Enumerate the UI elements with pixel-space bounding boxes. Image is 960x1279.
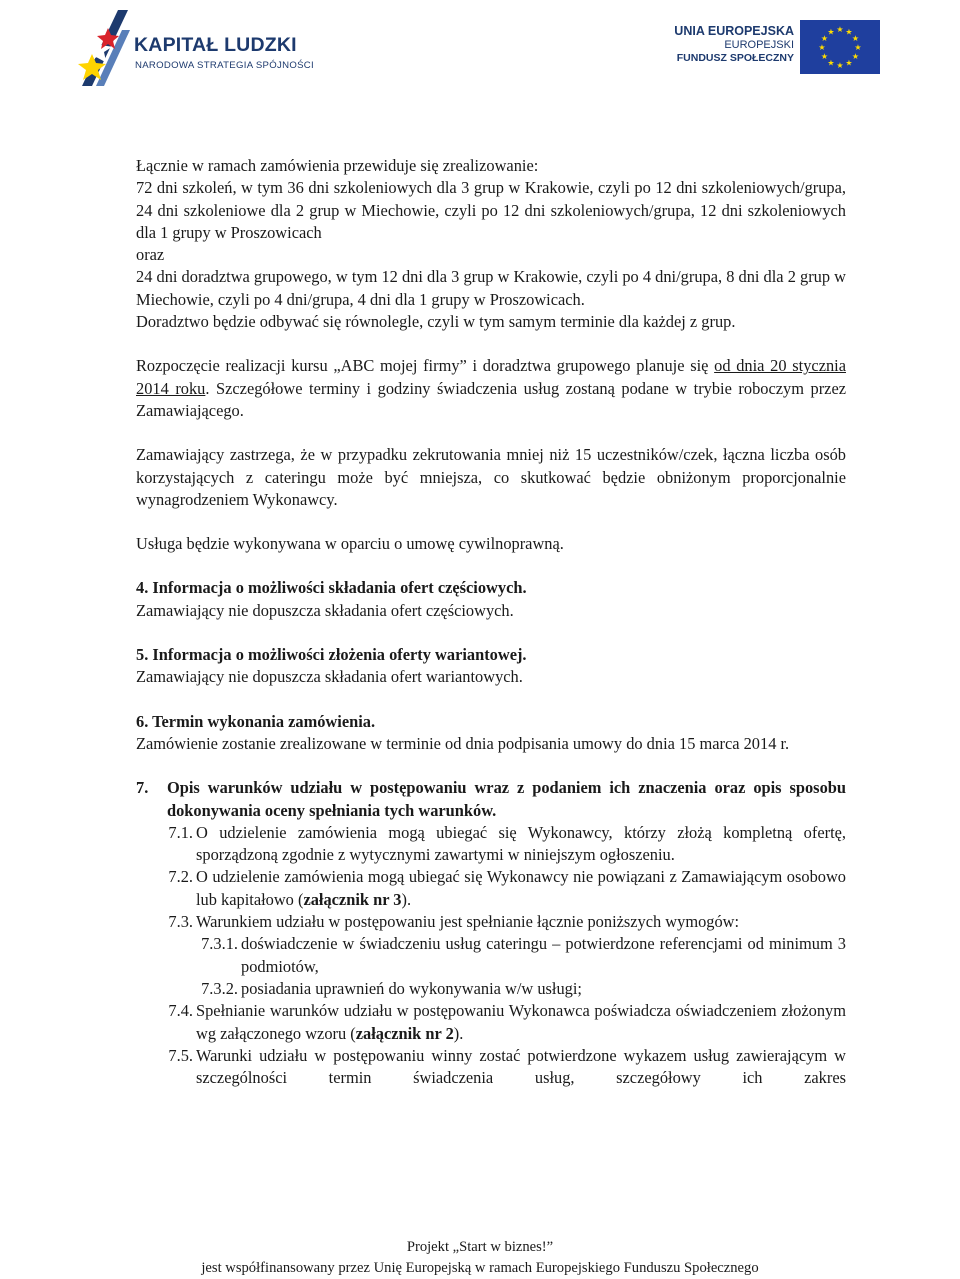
item-7-3-1 (136, 933, 846, 978)
document-body (136, 155, 846, 1089)
svg-text:★: ★ (820, 52, 829, 61)
page-footer (0, 1237, 960, 1279)
item-7-2-text (193, 866, 846, 911)
svg-text:★: ★ (820, 34, 829, 43)
start-after: . Szczegółowe terminy i godziny świadczenia usług zostaną podane w trybie roboczym przez Zamawiającego. (136, 378, 846, 420)
start-before: Rozpoczęcie realizacji kursu „ABC mojej firmy” i doradztwa grupowego planuje się (136, 356, 715, 376)
intro-line-1: Łącznie w ramach zamówienia przewiduje się zrealizowanie: (136, 156, 539, 175)
section-4-text: Zamawiający nie dopuszcza składania ofert częściowych. (136, 600, 514, 620)
item-7-3-2-number: 7.3.2. (201, 978, 238, 998)
svg-text:★: ★ (854, 43, 862, 52)
intro-consulting: 24 dni doradztwa grupowego, w tym 12 dni dla 3 grup w Krakowie, czyli po 4 dni/grupa, 8 dni dla 2 grup w Miechowie, czyli po 4 dni/grupa, 4 dni dla 1 grupy w Proszowicach. (136, 267, 846, 309)
svg-text:★: ★ (851, 34, 860, 43)
item-7-3 (136, 911, 846, 933)
svg-text:★: ★ (827, 27, 835, 37)
item-7-1-text: O udzielenie zamówienia mogą ubiegać się Wykonawcy, którzy złożą kompletną ofertę, sporządzoną zgodnie z wytycznymi zawartymi w niniejszym ogłoszeniu. (196, 822, 846, 865)
svg-text:★: ★ (827, 58, 835, 68)
footer-cofinancing: jest współfinansowany przez Unię Europejską w ramach Europejskiego Funduszu Społecznego (201, 1260, 759, 1276)
item-7-1-number: 7.1. (168, 822, 193, 842)
svg-text:★: ★ (836, 61, 844, 70)
intro-parallel: Doradztwo będzie odbywać się równolegle, czyli w tym samym terminie dla każdej z grup. (136, 312, 736, 332)
eu-text-block (674, 24, 794, 65)
item-7-2-attachment: załącznik nr 3 (303, 889, 402, 909)
section-7-number: 7. (136, 778, 149, 798)
section-7-title: Opis warunków udziału w postępowaniu wraz z podaniem ich znaczenia oraz opis sposobu dokonywania oceny spełniania tych warunków. (167, 778, 846, 820)
item-7-4-text (193, 1000, 846, 1045)
item-7-3-text: Warunkiem udziału w postępowaniu jest spełnianie łącznie poniższych wymogów: (196, 912, 740, 932)
contract-paragraph: Usługa będzie wykonywana w oparciu o umowę cywilnoprawną. (136, 534, 564, 554)
svg-text:★: ★ (845, 58, 853, 68)
item-7-3-1-text: doświadczenie w świadczeniu usług cateringu – potwierdzone referencjami od minimum 3 podmiotów, (241, 934, 846, 976)
section-6-text: Zamówienie zostanie zrealizowane w terminie od dnia podpisania umowy do dnia 15 marca 2014 r. (136, 733, 790, 753)
footer-project: Projekt „Start w biznes!” (406, 1239, 554, 1255)
kapital-ludzki-title: KAPITAŁ LUDZKI (134, 34, 297, 56)
section-4-heading: 4. Informacja o możliwości składania ofert częściowych. (136, 578, 527, 598)
eu-line-3: FUNDUSZ SPOŁECZNY (676, 52, 794, 64)
item-7-5-text: Warunki udziału w postępowaniu winny zostać potwierdzone wykazem usług zawierającym w szczególności termin świadczenia usług, szczegółowy ich zakres (196, 1045, 846, 1088)
kapital-ludzki-subtitle: NARODOWA STRATEGIA SPÓJNOŚCI (135, 60, 314, 71)
section-5-heading: 5. Informacja o możliwości złożenia oferty wariantowej. (136, 645, 527, 665)
kapital-ludzki-emblem-icon (78, 8, 138, 90)
item-7-2-number: 7.2. (168, 867, 193, 887)
intro-trainings: 72 dni szkoleń, w tym 36 dni szkoleniowych dla 3 grup w Krakowie, czyli po 12 dni szkoleniowych/grupa, 24 dni szkoleniowe dla 2 grup w Miechowie, czyli po 12 dni szkoleniowych/grupa, 12 dni szkoleniowych dla 1 grupy w Proszowicach (136, 178, 846, 242)
item-7-2-body: O udzielenie zamówienia mogą ubiegać się Wykonawcy nie powiązani z Zamawiającym osobowo lub kapitałowo ( (196, 867, 846, 909)
item-7-4 (136, 1000, 846, 1045)
item-7-4-attachment: załącznik nr 2 (355, 1023, 454, 1043)
section-6-heading: 6. Termin wykonania zamówienia. (136, 711, 376, 731)
item-7-5 (136, 1045, 846, 1090)
section-5-text: Zamawiający nie dopuszcza składania ofert wariantowych. (136, 667, 523, 687)
start-date: od dnia 20 stycznia 2014 roku (136, 356, 846, 398)
item-7-3-number: 7.3. (168, 912, 193, 932)
reservation-paragraph: Zamawiający zastrzega, że w przypadku zekrutowania mniej niż 15 uczestników/czek, łączna liczba osób korzystających z cateringu może być mniejsza, co skutkować będzie obniżonym proporcjonalnie wynagrodzeniem Wykonawcy. (136, 445, 846, 509)
eu-line-2: EUROPEJSKI (724, 39, 794, 51)
eu-line-1: UNIA EUROPEJSKA (674, 24, 794, 38)
section-7-heading (136, 777, 846, 822)
item-7-3-1-number: 7.3.1. (201, 934, 238, 954)
eu-flag-icon (800, 20, 880, 74)
intro-oraz: oraz (136, 245, 165, 265)
svg-text:★: ★ (845, 27, 853, 37)
item-7-3-2 (136, 978, 846, 1000)
svg-text:★: ★ (836, 25, 844, 34)
svg-text:★: ★ (818, 43, 826, 52)
item-7-3-2-text: posiadania uprawnień do wykonywania w/w usługi; (241, 978, 582, 998)
svg-text:★: ★ (851, 52, 860, 61)
item-7-4-body: Spełnianie warunków udziału w postępowaniu Wykonawca poświadcza oświadczeniem złożonym wg załączonego wzoru ( (196, 1001, 846, 1043)
eu-efs-logo (674, 20, 880, 76)
kapital-ludzki-logo (78, 8, 314, 88)
start-paragraph (136, 355, 846, 422)
item-7-4-number: 7.4. (168, 1001, 193, 1021)
item-7-1 (136, 822, 846, 867)
item-7-2 (136, 866, 846, 911)
item-7-2-end: ). (401, 889, 412, 909)
item-7-4-end: ). (453, 1023, 464, 1043)
item-7-5-number: 7.5. (168, 1045, 193, 1065)
